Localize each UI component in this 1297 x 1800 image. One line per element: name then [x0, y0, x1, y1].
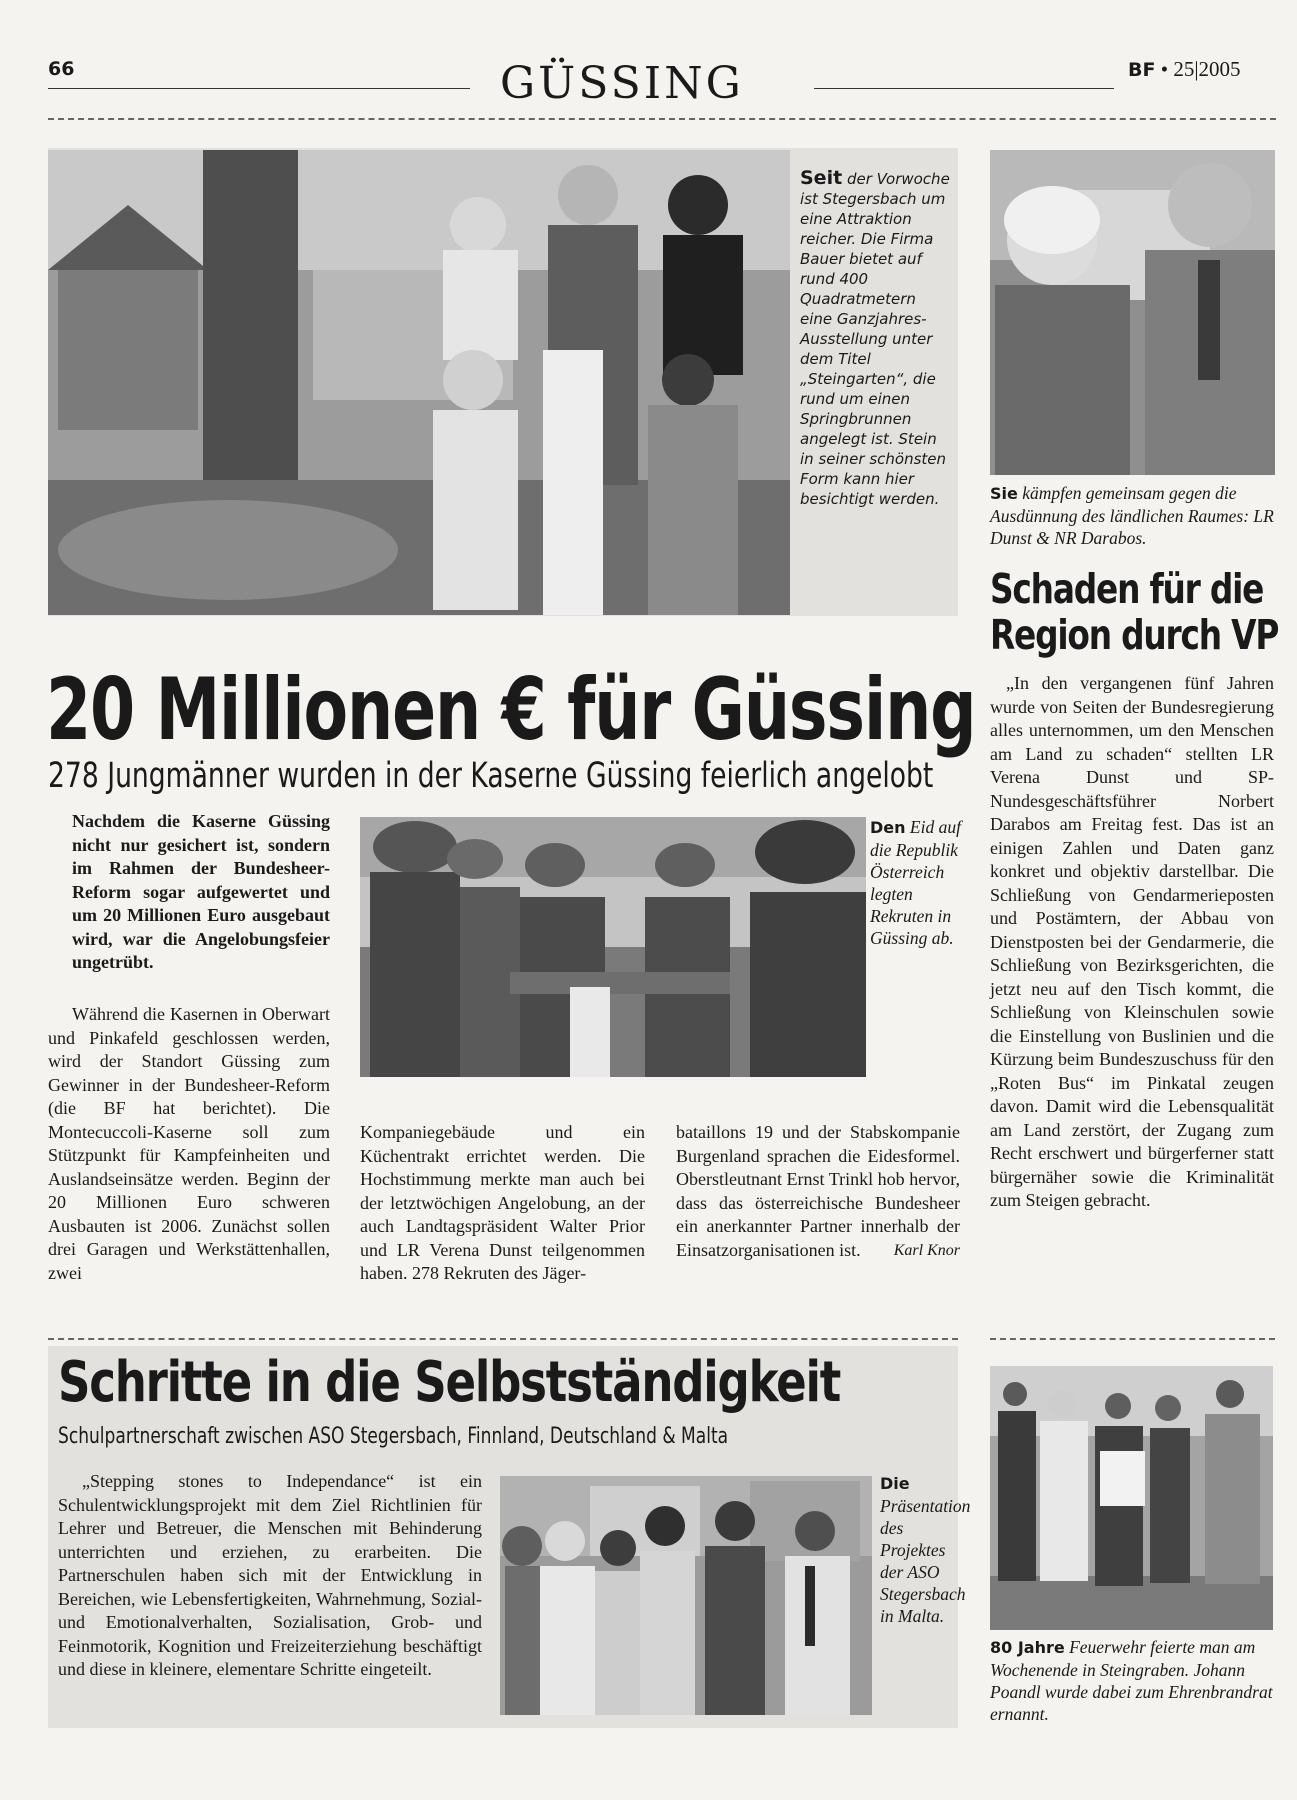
aso-malta-photo — [500, 1476, 872, 1715]
steingarten-photo — [48, 150, 790, 615]
fire-dashed-divider — [990, 1338, 1275, 1340]
header-rule-left — [48, 88, 470, 89]
bottom-article-body: „Stepping stones to Independance“ ist ein Schulentwicklungsprojekt mit dem Ziel Richtlinien für Lehrer und Betreuer, die Menschen mit Behinderung unterrichten und erziehen, zu erarbeiten. Die Partnerschulen haben sich mit der Entwicklung in Bereichen, wie Lebensfertigkeiten, Wahrnehmung, Sozial- und Emotionalverhalten, Sozialisation, Grob- und Feinmotorik, Kognition und Freizeiterziehung beschäftigt und diese in kleinere, elementare Schritte eingeteilt. — [58, 1471, 482, 1679]
section-title: GÜSSING — [500, 58, 744, 109]
main-column-3-text: bataillons 19 und der Stabskompanie Burgenland sprachen die Eidesformel. Oberstleutnant Ernst Trinkl hob hervor, dass das österreichische Bundesheer ein anerkannter Partner innerhalb der Einsatzorganisationen ist. — [676, 1122, 960, 1260]
caption-lead: Seit — [800, 167, 843, 189]
caption-lead: 80 Jahre — [990, 1638, 1065, 1657]
main-subhead: 278 Jungmänner wurden in der Kaserne Güssing feierlich angelobt — [48, 756, 934, 796]
page-number: 66 — [48, 58, 75, 80]
main-lead: Nachdem die Kaserne Güssing nicht nur gesichert ist, sondern im Rahmen der Bundesheer-Reform sogar aufgewertet und um 20 Millionen Euro ausgebaut wird, war die Angelobungsfeier ungetrübt. — [72, 811, 330, 972]
oath-photo-caption — [870, 816, 962, 949]
bottom-dashed-divider — [48, 1338, 958, 1340]
caption-text: der Vorwoche ist Stegersbach um eine Attraktion reicher. Die Firma Bauer bietet auf rund 400 Quadratmetern eine Ganzjahres-Ausstellung unter dem Titel „Steingarten“, die rund um einen Springbrunnen angelegt ist. Stein in seiner schönsten Form kann hier besichtigt werden. — [800, 170, 950, 508]
aso-photo-caption — [880, 1472, 971, 1627]
side-article-body: „In den vergangenen fünf Jahren wurde von Seiten der Bundesregierung alles unternommen, um den Menschen am Land zu schaden“ stellten LR Verena Dunst und SP-Nundesgeschäftsführer Norbert Darabos am Freitag fest. Das ist an einigen Zahlen und Daten ganz konkret und objektiv darstellbar. Die Schließung von Gendarmerieposten und Postämtern, der Abbau von Dienstposten bei der Gendarmerie, die Schließung von Bezirksgerichten, die jetzt neu auf den Tisch kommt, die Schließung von Kleinschulen sowie die Einstellung von Buslinien und die Kürzung beim Bundeszuschuss für den „Roten Bus“ im Pinkatal zeugen davon. Damit wird die Lebensqualität am Land zerstört, der Zugang zum Recht erschwert und bürgerferner statt bürgernäher sowie die Kriminalität zum Steigen gebracht. — [990, 673, 1274, 1210]
caption-text: Präsentation des Projektes der ASO Stegersbach in Malta. — [880, 1496, 971, 1626]
main-column-2: Kompaniegebäude und ein Küchentrakt errichtet werden. Die Hochstimmung merkte man auch bei der letztwöchigen Angelobung, an der auch Landtagspräsident Walter Prior und LR Verena Dunst teilgenommen haben. 278 Rekruten des Jäger- — [360, 1122, 645, 1283]
caption-text: Feuerwehr feierte man am Wochenende in Steingraben. Johann Poandl wurde dabei zum Ehrenbrandrat ernannt. — [990, 1637, 1273, 1724]
side-headline-line2: Region durch VP — [990, 611, 1279, 659]
author-name: Karl Knor — [893, 1241, 960, 1259]
caption-lead: Sie — [990, 484, 1018, 503]
top-photo-caption — [800, 168, 950, 509]
oath-photo — [360, 817, 866, 1077]
caption-lead: Den — [870, 818, 906, 837]
caption-lead: Die — [880, 1474, 910, 1493]
fire-brigade-photo — [990, 1366, 1273, 1630]
main-column-3 — [676, 1121, 960, 1262]
brand-logo: BF — [1128, 59, 1156, 81]
caption-text: Eid auf die Republik Österreich legten Rekruten in Güssing ab. — [870, 817, 961, 948]
bottom-subhead: Schulpartnerschaft zwischen ASO Stegersbach, Finnland, Deutschland & Malta — [58, 1424, 729, 1449]
fire-brigade-caption — [990, 1636, 1280, 1725]
issue-number: 25|2005 — [1173, 57, 1241, 81]
main-column-1: Während die Kasernen in Oberwart und Pinkafeld geschlossen werden, wird der Standort Güssing zum Gewinner in der Bundesheer-Reform (die BF hat berichtet). Die Montecuccoli-Kaserne soll zum Stützpunkt für Kampfeinheiten und Auslandseinsätze werden. Beginn der 20 Millionen Euro schweren Ausbauten ist 2006. Zunächst sollen drei Garagen und Werkstättenhallen, zwei — [48, 1004, 330, 1283]
header-rule-right — [814, 88, 1114, 89]
main-headline: 20 Millionen € für Güssing — [46, 660, 976, 760]
bottom-headline: Schritte in die Selbstständigkeit — [58, 1350, 841, 1415]
header-dashed-divider — [48, 118, 1276, 120]
side-photo-caption — [990, 482, 1280, 549]
side-headline-line1: Schaden für die — [990, 565, 1264, 613]
issue-info — [1128, 57, 1241, 82]
caption-text: kämpfen gemeinsam gegen die Ausdünnung des ländlichen Raumes: LR Dunst & NR Darabos. — [990, 483, 1274, 548]
dunst-darabos-photo — [990, 150, 1275, 475]
issue-bullet: • — [1160, 57, 1169, 81]
